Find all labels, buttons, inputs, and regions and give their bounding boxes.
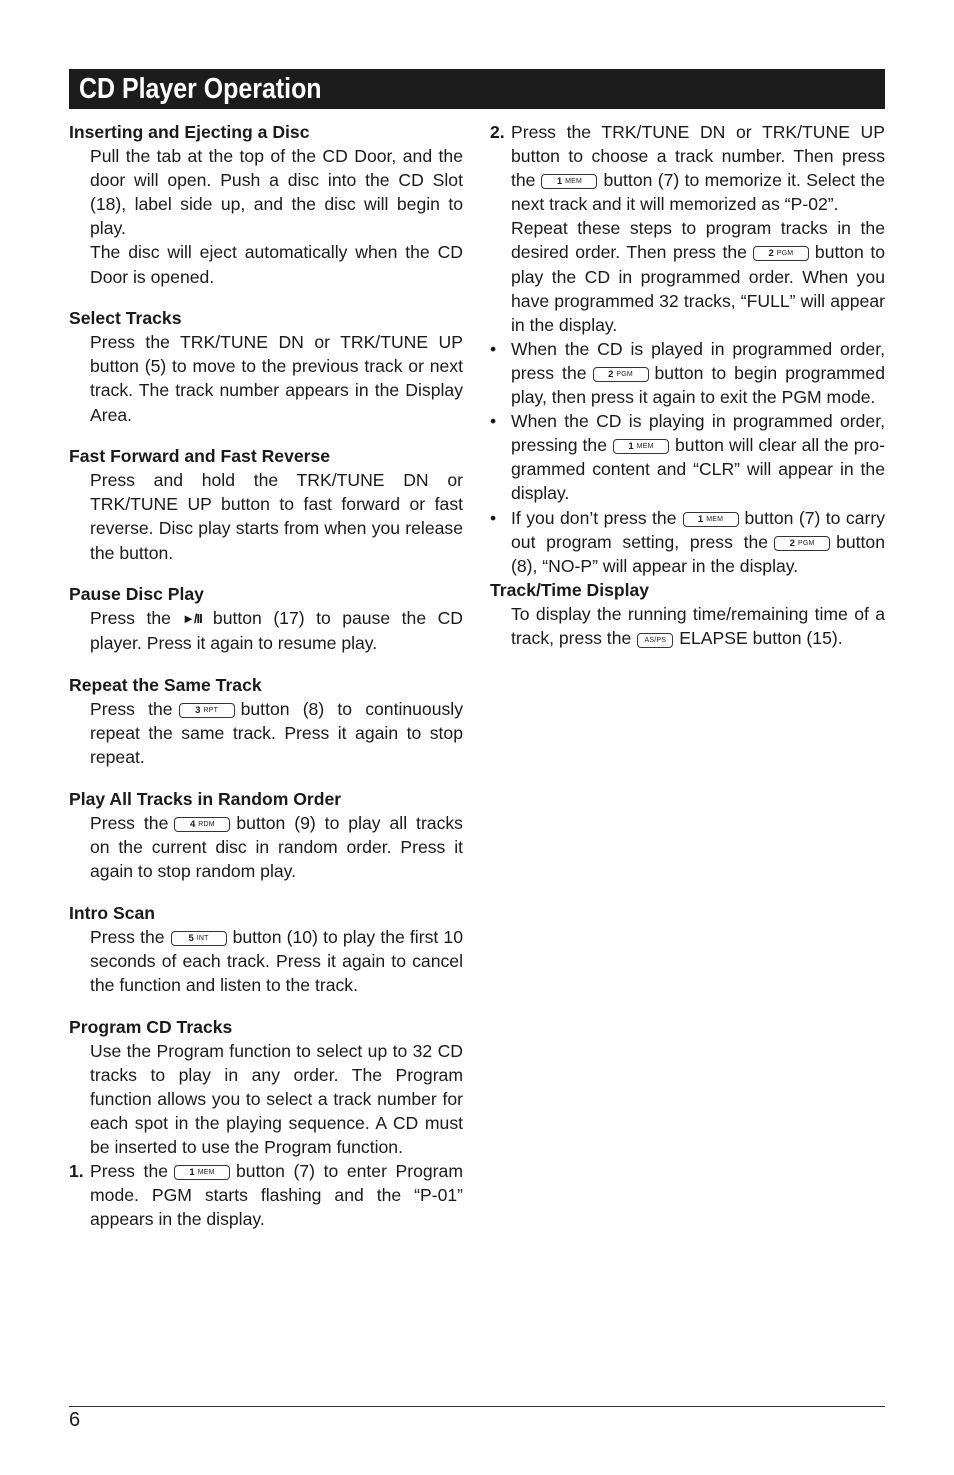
inserting-paragraph-1: Pull the tab at the top of the CD Door, and the door will open. Push a disc into the CD Slot (18), label side up, and the disc will begin to play. xyxy=(90,146,463,239)
heading-random: Play All Tracks in Random Order xyxy=(69,788,342,809)
mem-button-icon: 1 MEM xyxy=(613,439,669,454)
section-intro xyxy=(69,901,463,997)
pause-pre: Press the xyxy=(90,608,171,629)
mem-button-icon: 1 MEM xyxy=(683,512,739,527)
inserting-paragraph-2: The disc will eject automatically when the CD Door is opened. xyxy=(90,242,463,287)
pgm-button-icon: 2 PGM xyxy=(593,367,649,382)
play-pause-icon: ►/II xyxy=(182,611,202,627)
bullet-2-pre: When the CD is playing in programmed order, pressing the xyxy=(511,411,885,456)
rdm-button-icon: 4 RDM xyxy=(174,817,230,832)
title-bar xyxy=(69,69,885,109)
repeat-pre: Press the xyxy=(90,698,173,719)
track-time-pre: To display the running time/remaining time of a track, press the xyxy=(511,603,885,648)
repeat-post: button (8) to continuously repeat the same track. Press it again to stop repeat. xyxy=(90,698,464,768)
section-inserting xyxy=(69,120,463,289)
section-pause xyxy=(69,582,463,655)
step-2-post: button (7) to memorize it. Select the next track and it will memorized as “P-02”. xyxy=(511,170,885,215)
random-paragraph xyxy=(90,811,463,883)
bullet-1 xyxy=(490,337,885,409)
step-1-number: 1. xyxy=(69,1161,84,1182)
pgm-button-icon: 2 PGM xyxy=(753,246,809,261)
mem-button-icon: 1 MEM xyxy=(541,174,597,189)
asps-button-icon: AS/PS xyxy=(637,633,673,648)
heading-pause: Pause Disc Play xyxy=(69,584,204,605)
repeat-steps-pre: Repeat these steps to program tracks in the desired order. Then press the xyxy=(511,218,885,263)
select-tracks-paragraph: Press the TRK/TUNE DN or TRK/TUNE UP button (5) to move to the previous track or next track. The track number appears in the Display Area. xyxy=(90,332,463,425)
random-post: button (9) to play all tracks on the current disc in random order. Press it again to stop random play. xyxy=(90,812,463,882)
bullet-3-mid: button (7) to carry out program setting, press the xyxy=(511,507,886,552)
section-random xyxy=(69,787,463,883)
step-1-pre: Press the xyxy=(90,1161,169,1182)
right-column xyxy=(490,120,885,668)
track-time-post: ELAPSE button (15). xyxy=(679,627,843,648)
intro-paragraph xyxy=(90,925,463,997)
footer-divider xyxy=(69,1406,885,1407)
repeat-steps-post: button to play the CD in programmed order. When you have programmed 32 tracks, “FULL” will appear in the display. xyxy=(511,242,885,335)
int-button-icon: 5 INT xyxy=(171,931,227,946)
page-number: 6 xyxy=(69,1409,81,1431)
bullet-1-post: button to begin programmed play, then press it again to exit the PGM mode. xyxy=(511,362,885,408)
program-step-1 xyxy=(69,1159,463,1231)
pause-post: button (17) to pause the CD player. Press it again to resume play. xyxy=(90,608,463,654)
repeat-paragraph xyxy=(90,697,463,769)
heading-inserting: Inserting and Ejecting a Disc xyxy=(69,122,310,142)
random-pre: Press the xyxy=(90,812,169,833)
intro-post: button (10) to play the first 10 seconds of each track. Press it again to cancel the function and listen to the track. xyxy=(90,926,463,995)
program-step-2 xyxy=(490,120,885,216)
page-title: CD Player Operation xyxy=(79,73,322,105)
section-program xyxy=(69,1015,463,1232)
rpt-button-icon: 3 RPT xyxy=(179,703,235,718)
step-2-number: 2. xyxy=(490,122,505,142)
step-1-post: button (7) to enter Program mode. PGM starts flashing and the “P-01” appears in the display. xyxy=(90,1161,463,1230)
step-2-pre: Press the TRK/TUNE DN or TRK/TUNE UP button to choose a track number. Then press the xyxy=(511,122,885,191)
bullet-dot: • xyxy=(490,507,497,528)
track-time-paragraph xyxy=(511,602,885,650)
fast-paragraph: Press and hold the TRK/TUNE DN or TRK/TUNE UP button to fast forward or fast reverse. Disc play starts from when you release the button. xyxy=(90,470,463,563)
bullet-3-pre: If you don’t press the xyxy=(511,507,677,528)
pause-paragraph xyxy=(90,606,463,655)
bullet-2 xyxy=(490,409,885,505)
section-track-time xyxy=(490,578,885,650)
intro-pre: Press the xyxy=(90,926,165,947)
heading-track-time: Track/Time Display xyxy=(490,579,650,600)
bullet-1-pre: When the CD is played in programmed order, press the xyxy=(511,338,885,383)
bullet-3-post: button (8), “NO-P” will appear in the display. xyxy=(511,531,885,576)
repeat-steps-paragraph xyxy=(511,216,885,336)
bullet-2-post: button will clear all the pro-grammed content and “CLR” will appear in the display. xyxy=(511,435,885,504)
left-column xyxy=(69,120,463,1249)
program-paragraph: Use the Program function to select up to 32 CD tracks to play in any order. The Program function allows you to select a track number for each spot in the playing sequence. A CD must be inserted to use the Program function. xyxy=(90,1040,463,1157)
bullet-dot: • xyxy=(490,411,497,432)
heading-program: Program CD Tracks xyxy=(69,1016,233,1037)
heading-intro: Intro Scan xyxy=(69,902,156,923)
section-select-tracks xyxy=(69,306,463,426)
section-repeat xyxy=(69,673,463,769)
bullet-dot: • xyxy=(490,338,497,359)
bullet-3 xyxy=(490,506,885,578)
mem-button-icon: 1 MEM xyxy=(174,1165,230,1180)
heading-repeat: Repeat the Same Track xyxy=(69,674,262,695)
pgm-button-icon: 2 PGM xyxy=(774,536,830,551)
heading-fast: Fast Forward and Fast Reverse xyxy=(69,446,331,467)
section-fast xyxy=(69,444,463,564)
heading-select-tracks: Select Tracks xyxy=(69,308,182,329)
